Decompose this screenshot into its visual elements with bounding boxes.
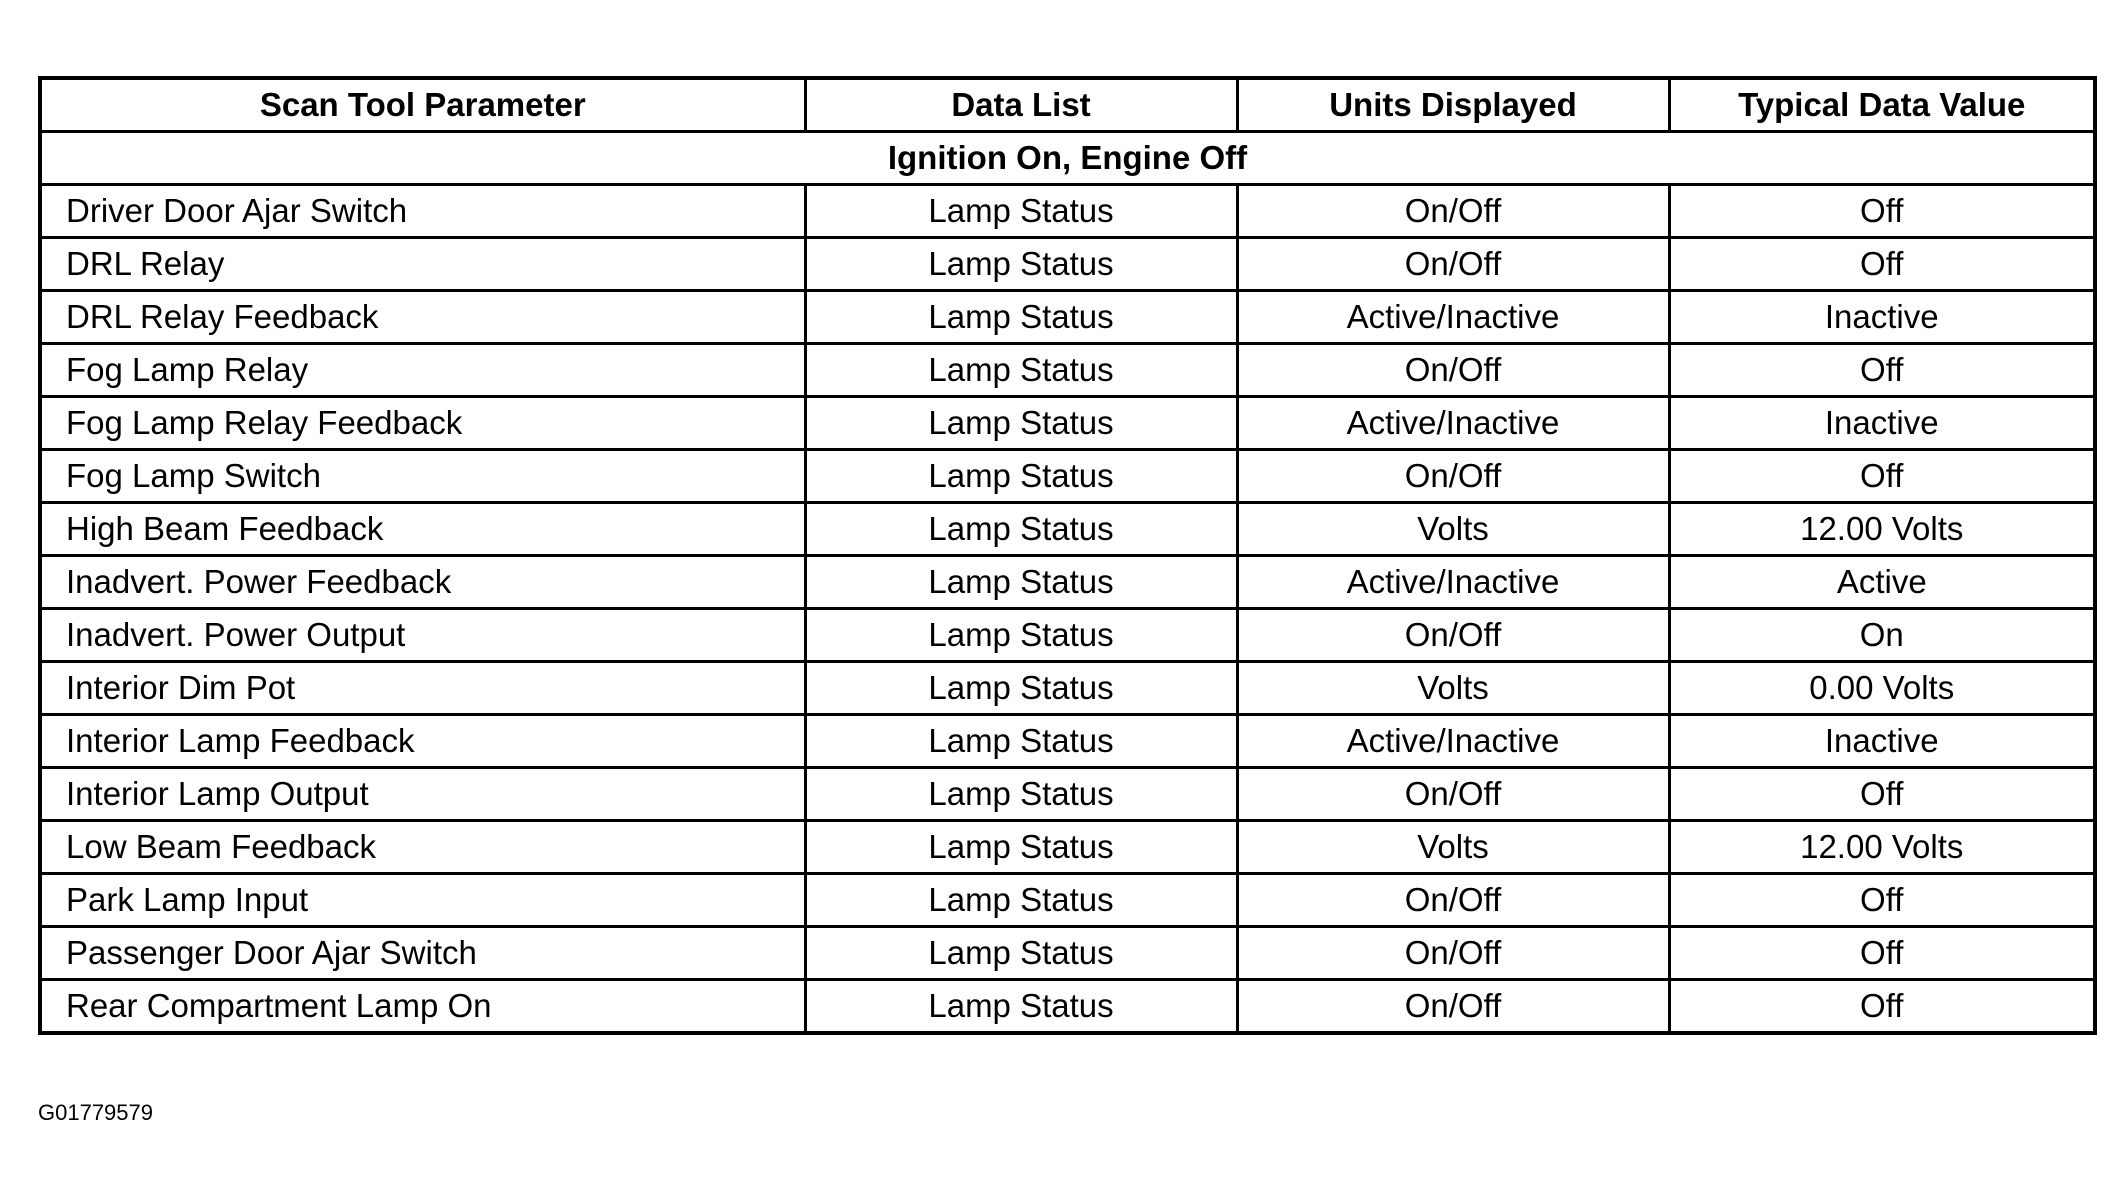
cell-typical-value: Off [1669,768,2095,821]
cell-typical-value: Inactive [1669,397,2095,450]
cell-data-list: Lamp Status [805,980,1237,1034]
cell-parameter: Interior Lamp Output [40,768,805,821]
table-row [40,980,2095,1034]
table-row [40,503,2095,556]
cell-typical-value: 0.00 Volts [1669,662,2095,715]
cell-typical-value: Active [1669,556,2095,609]
cell-units: Active/Inactive [1237,556,1669,609]
cell-units: Active/Inactive [1237,397,1669,450]
scan-tool-data-table [38,76,2097,1035]
cell-parameter: Park Lamp Input [40,874,805,927]
cell-typical-value: 12.00 Volts [1669,503,2095,556]
table-row [40,715,2095,768]
table-row [40,238,2095,291]
cell-parameter: DRL Relay Feedback [40,291,805,344]
cell-data-list: Lamp Status [805,238,1237,291]
cell-parameter: Driver Door Ajar Switch [40,185,805,238]
cell-data-list: Lamp Status [805,768,1237,821]
cell-units: On/Off [1237,874,1669,927]
header-scan-tool-parameter: Scan Tool Parameter [40,78,805,132]
cell-parameter: Inadvert. Power Feedback [40,556,805,609]
cell-parameter: Fog Lamp Relay Feedback [40,397,805,450]
header-row [40,78,2095,132]
cell-parameter: Interior Dim Pot [40,662,805,715]
table-row [40,927,2095,980]
cell-parameter: Interior Lamp Feedback [40,715,805,768]
figure-id: G01779579 [38,1100,153,1125]
cell-typical-value: Off [1669,450,2095,503]
cell-units: On/Off [1237,344,1669,397]
header-data-list: Data List [805,78,1237,132]
cell-parameter: Fog Lamp Switch [40,450,805,503]
cell-units: On/Off [1237,609,1669,662]
cell-units: Active/Inactive [1237,291,1669,344]
cell-typical-value: Inactive [1669,715,2095,768]
table-row [40,344,2095,397]
header-units-displayed: Units Displayed [1237,78,1669,132]
cell-data-list: Lamp Status [805,291,1237,344]
cell-data-list: Lamp Status [805,556,1237,609]
cell-typical-value: Off [1669,874,2095,927]
cell-data-list: Lamp Status [805,609,1237,662]
cell-parameter: Fog Lamp Relay [40,344,805,397]
table-row [40,450,2095,503]
cell-data-list: Lamp Status [805,503,1237,556]
cell-typical-value: On [1669,609,2095,662]
table-row [40,662,2095,715]
cell-typical-value: Off [1669,344,2095,397]
cell-parameter: Inadvert. Power Output [40,609,805,662]
cell-units: On/Off [1237,185,1669,238]
cell-data-list: Lamp Status [805,344,1237,397]
cell-typical-value: Off [1669,185,2095,238]
cell-data-list: Lamp Status [805,185,1237,238]
cell-units: On/Off [1237,238,1669,291]
cell-parameter: Passenger Door Ajar Switch [40,927,805,980]
cell-data-list: Lamp Status [805,821,1237,874]
cell-parameter: Rear Compartment Lamp On [40,980,805,1034]
cell-data-list: Lamp Status [805,397,1237,450]
header-typical-data-value: Typical Data Value [1669,78,2095,132]
cell-parameter: High Beam Feedback [40,503,805,556]
cell-units: On/Off [1237,450,1669,503]
section-label: Ignition On, Engine Off [40,132,2095,185]
cell-typical-value: Off [1669,927,2095,980]
cell-typical-value: Off [1669,238,2095,291]
table-row [40,397,2095,450]
table-row [40,185,2095,238]
cell-units: Active/Inactive [1237,715,1669,768]
table-row [40,291,2095,344]
table-row [40,556,2095,609]
table-row [40,821,2095,874]
cell-units: Volts [1237,821,1669,874]
cell-typical-value: 12.00 Volts [1669,821,2095,874]
cell-parameter: DRL Relay [40,238,805,291]
table-row [40,874,2095,927]
cell-data-list: Lamp Status [805,450,1237,503]
cell-data-list: Lamp Status [805,715,1237,768]
cell-units: On/Off [1237,980,1669,1034]
cell-data-list: Lamp Status [805,662,1237,715]
section-row [40,132,2095,185]
cell-typical-value: Off [1669,980,2095,1034]
cell-typical-value: Inactive [1669,291,2095,344]
cell-data-list: Lamp Status [805,927,1237,980]
cell-parameter: Low Beam Feedback [40,821,805,874]
cell-units: On/Off [1237,927,1669,980]
cell-data-list: Lamp Status [805,874,1237,927]
cell-units: On/Off [1237,768,1669,821]
cell-units: Volts [1237,503,1669,556]
cell-units: Volts [1237,662,1669,715]
table-row [40,768,2095,821]
table-row [40,609,2095,662]
